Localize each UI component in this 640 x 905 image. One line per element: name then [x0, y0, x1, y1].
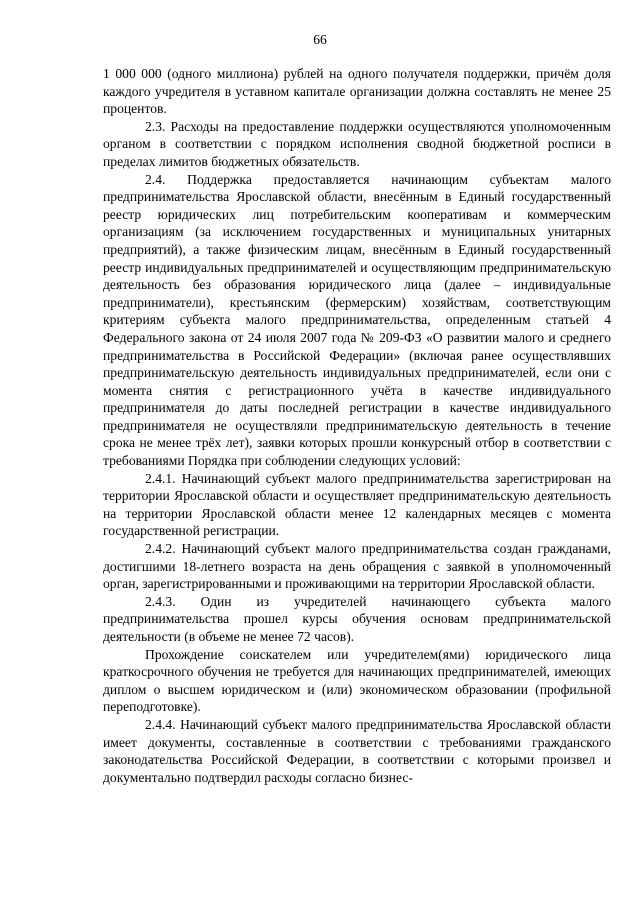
paragraph-2-4-3: 2.4.3. Один из учредителей начинающего субъекта малого предпринимательства прошел курсы обучения основам предпринимательской деятельности (в объеме не менее 72 часов). — [103, 593, 611, 644]
paragraph-2-4-4: 2.4.4. Начинающий субъект малого предпринимательства Ярославской области имеет документы, составленные в соответствии с требованиями гражданского законодательства Российской Федерации, в соответствии с которыми произвел и документально подтвердил расходы согласно бизнес- — [103, 716, 611, 785]
paragraph-2-3: 2.3. Расходы на предоставление поддержки осуществляются уполномоченным органом в соответствии с порядком исполнения сводной бюджетной росписи в пределах лимитов бюджетных обязательств. — [103, 118, 611, 169]
paragraph-2-4: 2.4. Поддержка предоставляется начинающим субъектам малого предпринимательства Ярославской области, внесённым в Единый государственный реестр юридических лиц потребительским кооперативам и коммерческим организациям (за исключением государственных и муниципальных унитарных предприятий), а также физическим лицам, внесённым в Единый государственный реестр индивидуальных предпринимателей и осуществляющим предпринимательскую деятельность без образования юридического лица (далее – индивидуальные предприниматели), крестьянским (фермерским) хозяйствам, соответствующим критериям субъекта малого предпринимательства, определенным статьей 4 Федерального закона от 24 июля 2007 года № 209-ФЗ «О развитии малого и среднего предпринимательства в Российской Федерации» (включая ранее осуществлявших предпринимательскую деятельность индивидуальных предпринимателей, если они с момента снятия с регистрационного учёта в качестве индивидуального предпринимателя до даты последней регистрации в качестве индивидуального предпринимателя не осуществляли предпринимательскую деятельность в течение срока не менее трёх лет), заявки которых прошли конкурсный отбор в соответствии с требованиями Порядка при соблюдении следующих условий: — [103, 171, 611, 469]
paragraph-2-4-1: 2.4.1. Начинающий субъект малого предпринимательства зарегистрирован на территории Ярославской области и осуществляет предпринимательскую деятельность на территории Ярославской области менее 12 календарных месяцев с момента государственной регистрации. — [103, 470, 611, 539]
paragraph-2-4-2: 2.4.2. Начинающий субъект малого предпринимательства создан гражданами, достигшими 18-летнего возраста на день обращения с заявкой в уполномоченный орган, зарегистрированными и проживающими на территории Ярославской области. — [103, 541, 611, 592]
paragraph-training-exemption: Прохождение соискателем или учредителем(ями) юридического лица краткосрочного обучения не требуется для начинающих предпринимателей, имеющих диплом о высшем юридическом и (или) экономическом образовании (профильной переподготовке). — [103, 646, 611, 715]
page-number: 66 — [313, 32, 327, 47]
document-body — [103, 65, 611, 786]
paragraph-continuation: 1 000 000 (одного миллиона) рублей на одного получателя поддержки, причём доля каждого учредителя в уставном капитале организации должна составлять не менее 25 процентов. — [103, 66, 611, 117]
